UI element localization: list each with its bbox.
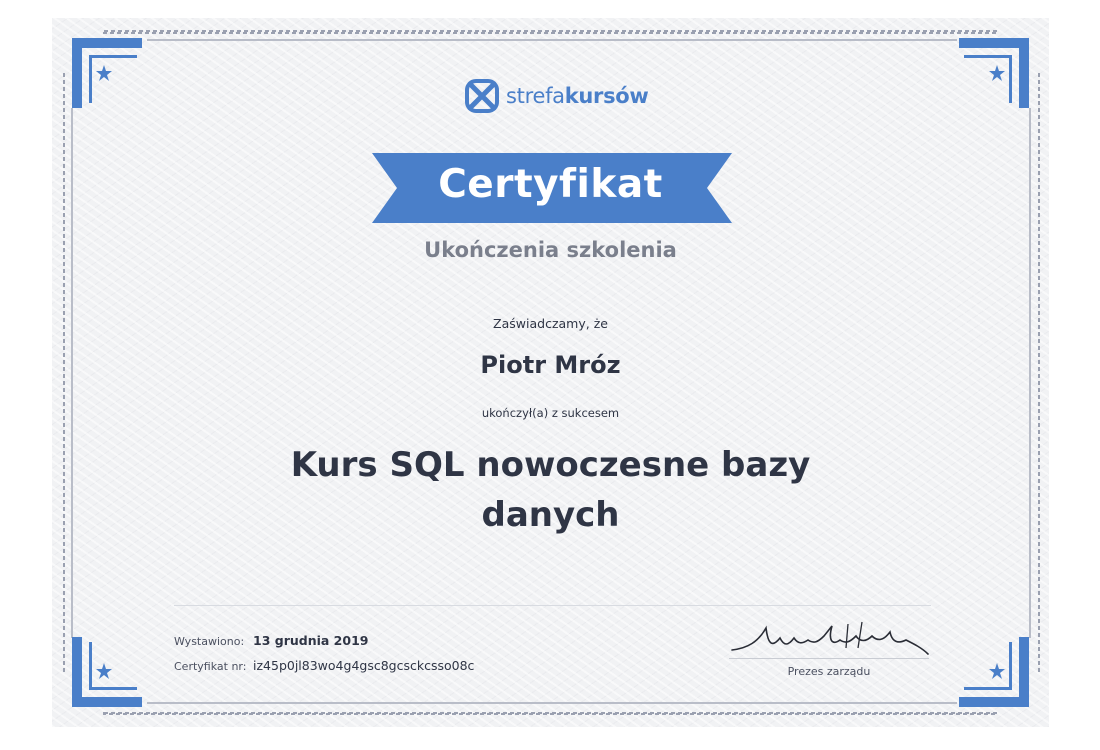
certificate-number: iz45p0jl83wo4g4gsc8gcsckcsso08c [253, 658, 475, 673]
certificate [52, 18, 1049, 727]
attestation-text: Zaświadczamy, że [493, 316, 608, 331]
brand-logo [464, 78, 649, 118]
strefa-knot-icon [464, 78, 500, 114]
corner-top-left [72, 38, 142, 108]
completion-text: ukończył(a) z sukcesem [481, 406, 620, 420]
issued-date: 13 grudnia 2019 [253, 633, 369, 648]
signature [728, 618, 933, 658]
star-icon [96, 663, 112, 679]
star-icon [989, 65, 1005, 81]
issued-label: Wystawiono: [174, 635, 245, 648]
border-bottom-dashed [104, 713, 997, 714]
course-title-line-1: Kurs SQL nowoczesne bazy [290, 445, 811, 485]
brand-name: strefakursów [506, 84, 649, 108]
course-title [52, 440, 1049, 540]
star-icon [989, 663, 1005, 679]
corner-bottom-right [959, 637, 1029, 707]
corner-top-right [959, 38, 1029, 108]
border-top-dashed [104, 31, 997, 33]
signature-line [729, 658, 929, 659]
signature-role: Prezes zarządu [787, 665, 871, 678]
star-icon [96, 65, 112, 81]
corner-bottom-left [72, 637, 142, 707]
certificate-title: Certyfikat [438, 162, 663, 207]
certificate-subtitle: Ukończenia szkolenia [424, 238, 677, 262]
certificate-number-label: Certyfikat nr: [174, 660, 247, 673]
footer-divider [174, 605, 931, 606]
course-title-line-2: danych [481, 495, 620, 535]
recipient-name: Piotr Mróz [480, 351, 621, 379]
